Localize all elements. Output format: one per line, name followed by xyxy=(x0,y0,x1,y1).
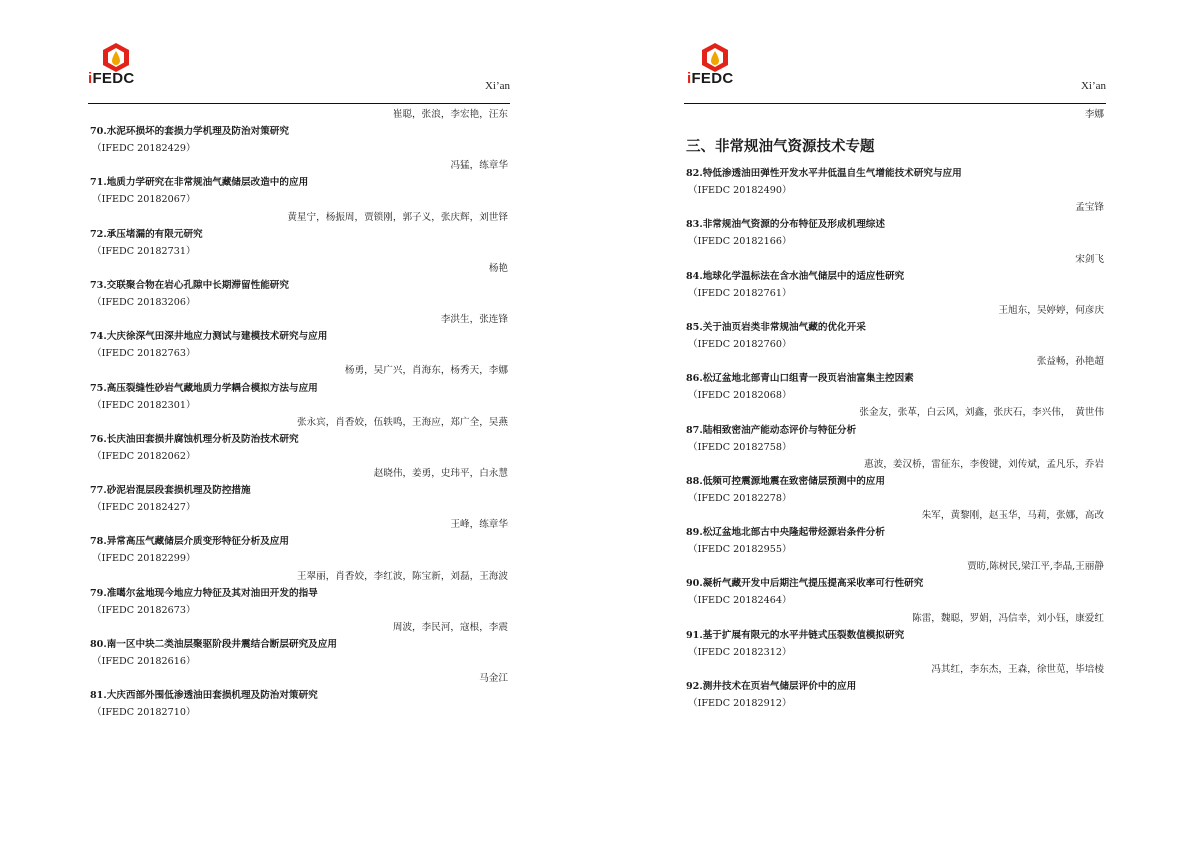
header-rule xyxy=(88,103,510,104)
entry-83 xyxy=(686,216,1106,267)
logo-text: iFEDC xyxy=(687,70,734,87)
entry-75 xyxy=(90,380,510,431)
entry-code: （IFEDC 20183206） xyxy=(92,297,196,309)
entry-91 xyxy=(686,627,1106,678)
entry-title: 82.特低渗透油田弹性开发水平井低温自生气增能技术研究与应用 xyxy=(686,168,962,180)
entry-title: 86.松辽盆地北部青山口组青一段页岩油富集主控因素 xyxy=(686,373,914,385)
entry-title: 90.凝析气藏开发中后期注气提压提高采收率可行性研究 xyxy=(686,578,924,590)
entry-code: （IFEDC 20182278） xyxy=(688,492,792,504)
entry-title: 91.基于扩展有限元的水平井链式压裂数值模拟研究 xyxy=(686,629,905,641)
entry-title: 74.大庆徐深气田深井地应力测试与建模技术研究与应用 xyxy=(90,331,328,343)
entry-authors: 陈雷，魏聪，罗娟，冯信幸，刘小钰，康爱红 xyxy=(912,612,1104,624)
entry-authors: 张永宾，肖香姣，伍轶鸣，王海应，郑广全，吴燕 xyxy=(296,416,508,428)
entry-title: 77.砂泥岩混层段套损机理及防控措施 xyxy=(90,485,251,497)
entry-87 xyxy=(686,422,1106,473)
drop-logo-icon xyxy=(685,42,745,72)
entry-code: （IFEDC 20182760） xyxy=(688,339,792,351)
entry-80 xyxy=(90,636,510,687)
entry-84 xyxy=(686,268,1106,319)
entry-code: （IFEDC 20182758） xyxy=(688,441,792,453)
entry-authors: 王峰，练章华 xyxy=(450,519,508,531)
entry-authors: 李洪生，张连锋 xyxy=(440,314,508,326)
ifedc-logo xyxy=(86,42,146,88)
entry-70 xyxy=(90,123,510,174)
entry-code: （IFEDC 20182312） xyxy=(688,646,792,658)
entry-76 xyxy=(90,431,510,482)
entry-code: （IFEDC 20182068） xyxy=(688,390,792,402)
entry-72 xyxy=(90,226,510,277)
ifedc-logo xyxy=(685,42,745,88)
entry-title: 80.南一区中块二类油层聚驱阶段井震结合断层研究及应用 xyxy=(90,638,337,650)
leading-authors: 崔聪，张浪，李宏艳，汪东 xyxy=(392,109,508,120)
entry-title: 79.准噶尔盆地现今地应力特征及其对油田开发的指导 xyxy=(90,587,318,599)
header-rule xyxy=(684,103,1106,104)
entry-code: （IFEDC 20182464） xyxy=(688,595,792,607)
entry-code: （IFEDC 20182673） xyxy=(92,604,196,616)
entry-79 xyxy=(90,585,510,636)
entry-78 xyxy=(90,533,510,584)
entry-title: 85.关于油页岩类非常规油气藏的优化开采 xyxy=(686,321,866,333)
entry-code: （IFEDC 20182710） xyxy=(92,707,196,719)
entry-title: 88.低频可控震源地震在致密储层预测中的应用 xyxy=(686,475,885,487)
entry-code: （IFEDC 20182912） xyxy=(688,698,792,709)
entry-list xyxy=(686,106,1106,712)
section-title: 三、非常规油气资源技术专题 xyxy=(686,138,875,156)
entry-code: （IFEDC 20182731） xyxy=(92,245,196,257)
header-city: Xi’an xyxy=(484,80,510,92)
entry-code: （IFEDC 20182299） xyxy=(92,553,196,565)
entry-authors: 杨艳 xyxy=(488,262,508,274)
entry-authors: 王翠丽，肖香姣，李红波，陈宝新，刘磊，王海波 xyxy=(296,570,508,582)
entry-82 xyxy=(686,165,1106,216)
entry-74 xyxy=(90,328,510,379)
entry-code: （IFEDC 20182490） xyxy=(688,185,792,197)
entry-code: （IFEDC 20182763） xyxy=(92,348,196,360)
entry-code: （IFEDC 20182062） xyxy=(92,450,196,462)
leading-authors: 李娜 xyxy=(1084,109,1104,120)
entry-authors: 王旭东，吴婷婷，何彦庆 xyxy=(998,304,1104,316)
entry-81 xyxy=(90,687,510,721)
entry-86 xyxy=(686,370,1106,421)
entry-title: 87.陆相致密油产能动态评价与特征分析 xyxy=(686,424,857,436)
entry-authors: 冯猛，练章华 xyxy=(450,160,508,172)
entry-88 xyxy=(686,473,1106,524)
drop-logo-icon xyxy=(86,42,146,72)
header-city: Xi’an xyxy=(1080,80,1106,92)
entry-92 xyxy=(686,678,1106,712)
entry-authors: 赵晓伟，姜勇，史玮平，白永慧 xyxy=(373,467,508,479)
entry-title: 72.承压堵漏的有限元研究 xyxy=(90,228,203,240)
entry-89 xyxy=(686,524,1106,575)
entry-73 xyxy=(90,277,510,328)
right-page xyxy=(596,0,1192,842)
entry-authors: 惠波，姜汉桥，雷征东，李俊键，刘传斌，孟凡乐，乔岩 xyxy=(864,458,1104,470)
entry-authors: 张益畅，孙艳超 xyxy=(1036,356,1104,368)
entry-title: 81.大庆西部外围低渗透油田套损机理及防治对策研究 xyxy=(90,690,318,702)
entry-code: （IFEDC 20182301） xyxy=(92,399,196,411)
entry-title: 92.测井技术在页岩气储层评价中的应用 xyxy=(686,680,857,692)
entry-authors: 周波，李民河，寇根，李震 xyxy=(392,621,508,633)
entry-title: 83.非常规油气资源的分布特征及形成机理综述 xyxy=(686,219,885,231)
entry-code: （IFEDC 20182429） xyxy=(92,143,196,155)
entry-code: （IFEDC 20182761） xyxy=(688,287,792,299)
entry-authors: 冯其红，李东杰，王森，徐世苋，毕培棱 xyxy=(931,663,1104,675)
entry-85 xyxy=(686,319,1106,370)
entry-authors: 宋剑飞 xyxy=(1075,253,1104,265)
entry-title: 89.松辽盆地北部古中央隆起带烃源岩条件分析 xyxy=(686,527,885,539)
entry-authors: 贾昉,陈树民,梁江平,李晶,王丽静 xyxy=(967,561,1104,573)
entry-title: 73.交联聚合物在岩心孔隙中长期滞留性能研究 xyxy=(90,279,289,291)
entry-authors: 孟宝锋 xyxy=(1075,202,1104,214)
entry-title: 78.异常高压气藏储层介质变形特征分析及应用 xyxy=(90,536,289,548)
entry-code: （IFEDC 20182166） xyxy=(688,236,792,248)
entry-90 xyxy=(686,575,1106,626)
entry-code: （IFEDC 20182955） xyxy=(688,544,792,556)
entry-77 xyxy=(90,482,510,533)
entry-title: 84.地球化学温标法在含水油气储层中的适应性研究 xyxy=(686,270,905,282)
entry-title: 76.长庆油田套损井腐蚀机理分析及防治技术研究 xyxy=(90,433,299,445)
entry-code: （IFEDC 20182067） xyxy=(92,194,196,206)
entry-title: 71.地质力学研究在非常规油气藏储层改造中的应用 xyxy=(90,177,309,189)
entry-title: 70.水泥环损坏的套损力学机理及防治对策研究 xyxy=(90,126,289,138)
entry-list xyxy=(90,106,510,721)
logo-text: iFEDC xyxy=(88,70,135,87)
entry-title: 75.高压裂缝性砂岩气藏地质力学耦合模拟方法与应用 xyxy=(90,382,318,394)
entry-code: （IFEDC 20182616） xyxy=(92,656,196,667)
entry-71 xyxy=(90,174,510,225)
entry-authors: 朱军，黄黎刚，赵玉华，马莉，张娜，高改 xyxy=(921,509,1104,521)
entry-authors: 张金友，张革，白云风，刘鑫，张庆石，李兴伟， 黄世伟 xyxy=(859,407,1104,419)
entry-authors: 马金江 xyxy=(479,673,508,685)
entry-code: （IFEDC 20182427） xyxy=(92,502,196,514)
entry-authors: 黄星宁，杨振周，贾锁刚，郭子义，张庆辉，刘世铎 xyxy=(287,211,508,223)
entry-authors: 杨勇，吴广兴，肖海东，杨秀天，李娜 xyxy=(344,365,508,377)
